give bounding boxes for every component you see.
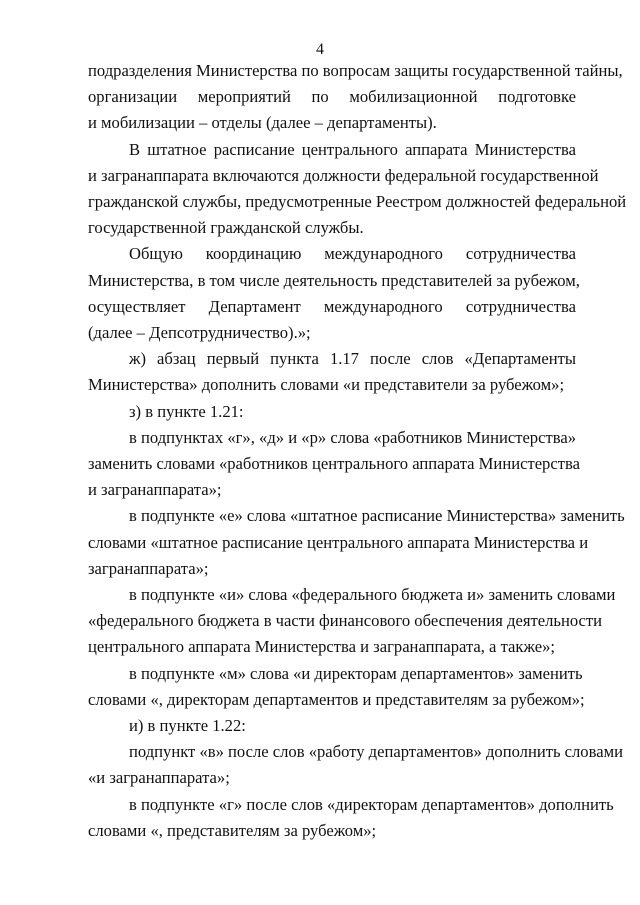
text-line: в подпункте «м» слова «и директорам департаментов» заменить [129,663,583,683]
text-line: «и загранаппарата»; [88,768,230,788]
text-line: и загранаппарата»; [88,480,222,500]
text-line: заменить словами «работников центрального аппарата Министерства [88,454,580,474]
text-line: подпункт «в» после слов «работу департаментов» дополнить словами [129,742,623,762]
text-line: в подпунктах «г», «д» и «р» слова «работников Министерства» [129,427,576,447]
text-line: Общую координацию международного сотрудничества [129,244,576,264]
text-line: гражданской службы, предусмотренные Реестром должностей федеральной [88,192,627,212]
text-line: государственной гражданской службы. [88,218,364,238]
text-line: и мобилизации – отделы (далее – департаменты). [88,113,437,133]
text-line: организации мероприятий по мобилизационной подготовке [88,87,576,107]
text-line: (далее – Депсотрудничество).»; [88,323,311,343]
text-line: з) в пункте 1.21: [129,401,244,421]
text-line: центрального аппарата Министерства и загранаппарата, а также»; [88,637,555,657]
text-line: и загранаппарата включаются должности федеральной государственной [88,165,599,185]
text-line: и) в пункте 1.22: [129,716,246,736]
page-number: 4 [316,41,324,58]
text-line: словами «, директорам департаментов и представителям за рубежом»; [88,689,585,709]
text-line: ж) абзац первый пункта 1.17 после слов «Департаменты [129,349,576,369]
text-line: в подпункте «е» слова «штатное расписание Министерства» заменить [129,506,625,526]
document-body [88,58,627,844]
text-line: осуществляет Департамент международного сотрудничества [88,296,576,316]
text-line: Министерства, в том числе деятельность представителей за рубежом, [88,270,580,290]
text-line: в подпункте «г» после слов «директорам департаментов» дополнить [129,794,614,814]
text-line: Министерства» дополнить словами «и представители за рубежом»; [88,375,565,395]
text-line: загранаппарата»; [88,558,209,578]
text-line: В штатное расписание центрального аппарата Министерства [129,139,576,159]
text-line: в подпункте «и» слова «федерального бюджета и» заменить словами [129,585,616,605]
text-line: словами «, представителям за рубежом»; [88,820,377,840]
text-line: словами «штатное расписание центрального аппарата Министерства и [88,532,589,552]
text-line: «федерального бюджета в части финансового обеспечения деятельности [88,611,603,631]
text-line: подразделения Министерства по вопросам защиты государственной тайны, [88,61,623,80]
